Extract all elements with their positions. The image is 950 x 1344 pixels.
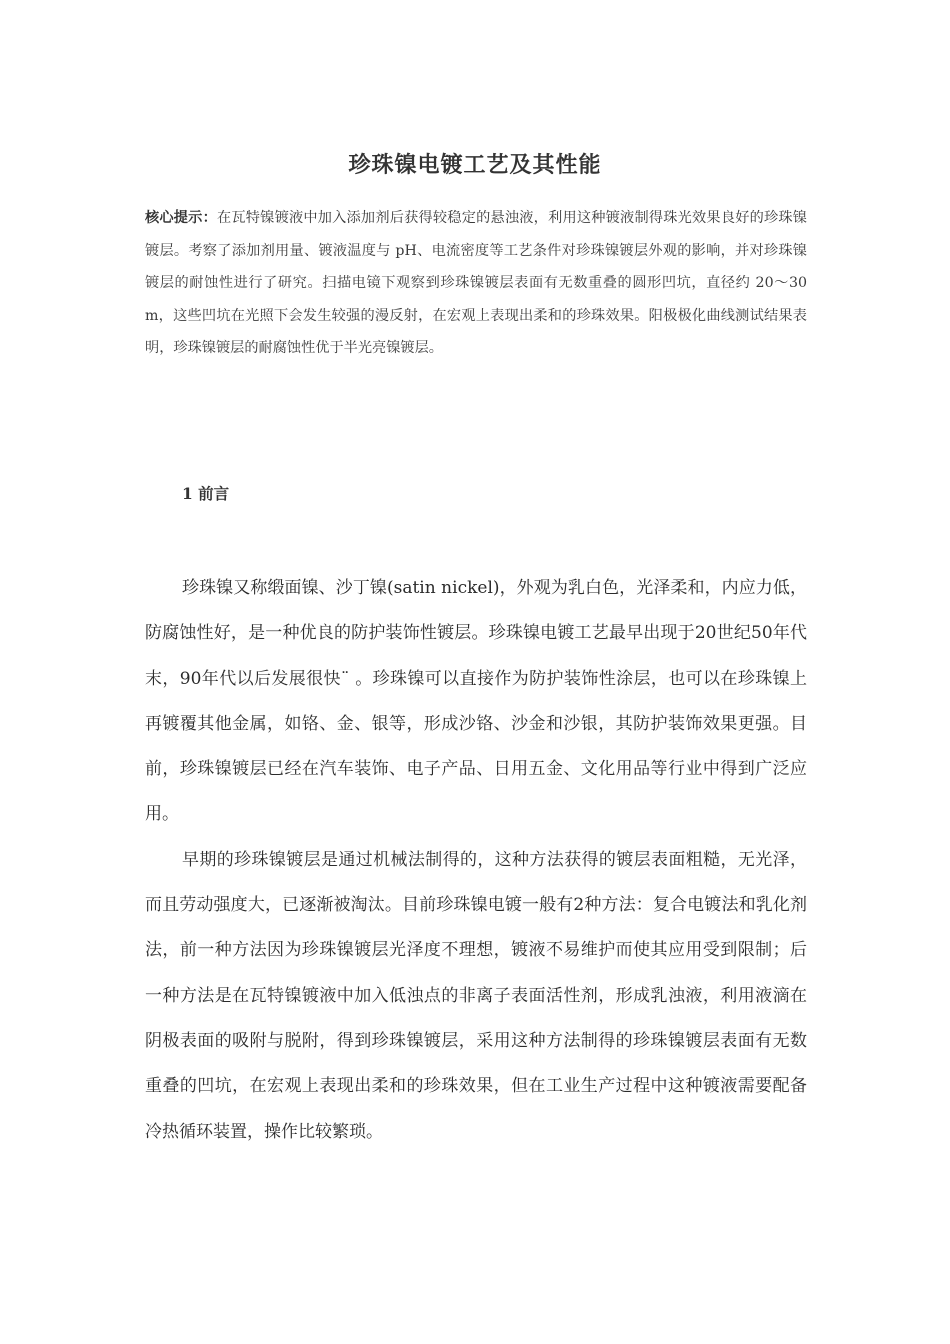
paragraph: 早期的珍珠镍镀层是通过机械法制得的，这种方法获得的镀层表面粗糙，无光泽，而且劳动强度大，已逐渐被淘汰。目前珍珠镍电镀一般有2种方法：复合电镀法和乳化剂法，前一种方法因为珍珠镍镀层光泽度不理想，镀液不易维护而使其应用受到限制；后一种方法是在瓦特镍镀液中加入低浊点的非离子表面活性剂，形成乳浊液，利用液滴在阴极表面的吸附与脱附，得到珍珠镍镀层，采用这种方法制得的珍珠镍镀层表面有无数重叠的凹坑，在宏观上表现出柔和的珍珠效果，但在工业生产过程中这种镀液需要配备冷热循环装置，操作比较繁琐。 — [145, 849, 807, 1142]
paragraph: 珍珠镍又称缎面镍、沙丁镍(satin nickel)，外观为乳白色，光泽柔和，内应力低，防腐蚀性好，是一种优良的防护装饰性镀层。珍珠镍电镀工艺最早出现于20世纪50年代末，90年代以后发展很快¨ 。珍珠镍可以直接作为防护装饰性涂层，也可以在珍珠镍上再镀覆其他金属，如铬、金、银等，形成沙铬、沙金和沙银，其防护装饰效果更强。目前，珍珠镍镀层已经在汽车装饰、电子产品、日用五金、文化用品等行业中得到广泛应用。 — [145, 578, 807, 825]
document-title: 珍珠镍电镀工艺及其性能 — [348, 153, 602, 178]
summary-text: 在瓦特镍镀液中加入添加剂后获得较稳定的悬浊液，利用这种镀液制得珠光效果良好的珍珠镍镀层。考察了添加剂用量、镀液温度与 pH、电流密度等工艺条件对珍珠镍镀层外观的影响，并对珍珠镍镀层的耐蚀性进行了研究。扫描电镜下观察到珍珠镍镀层表面有无数重叠的圆形凹坑，直径约 20～30 m，这些凹坑在光照下会发生较强的漫反射，在宏观上表现出柔和的珍珠效果。阳极极化曲线测试结果表明，珍珠镍镀层的耐腐蚀性优于半光亮镍镀层。 — [145, 210, 807, 357]
summary-label: 核心提示： — [145, 210, 217, 226]
body-text — [145, 566, 807, 1155]
summary-block — [145, 202, 807, 365]
section-heading: 1 前言 — [182, 484, 230, 503]
